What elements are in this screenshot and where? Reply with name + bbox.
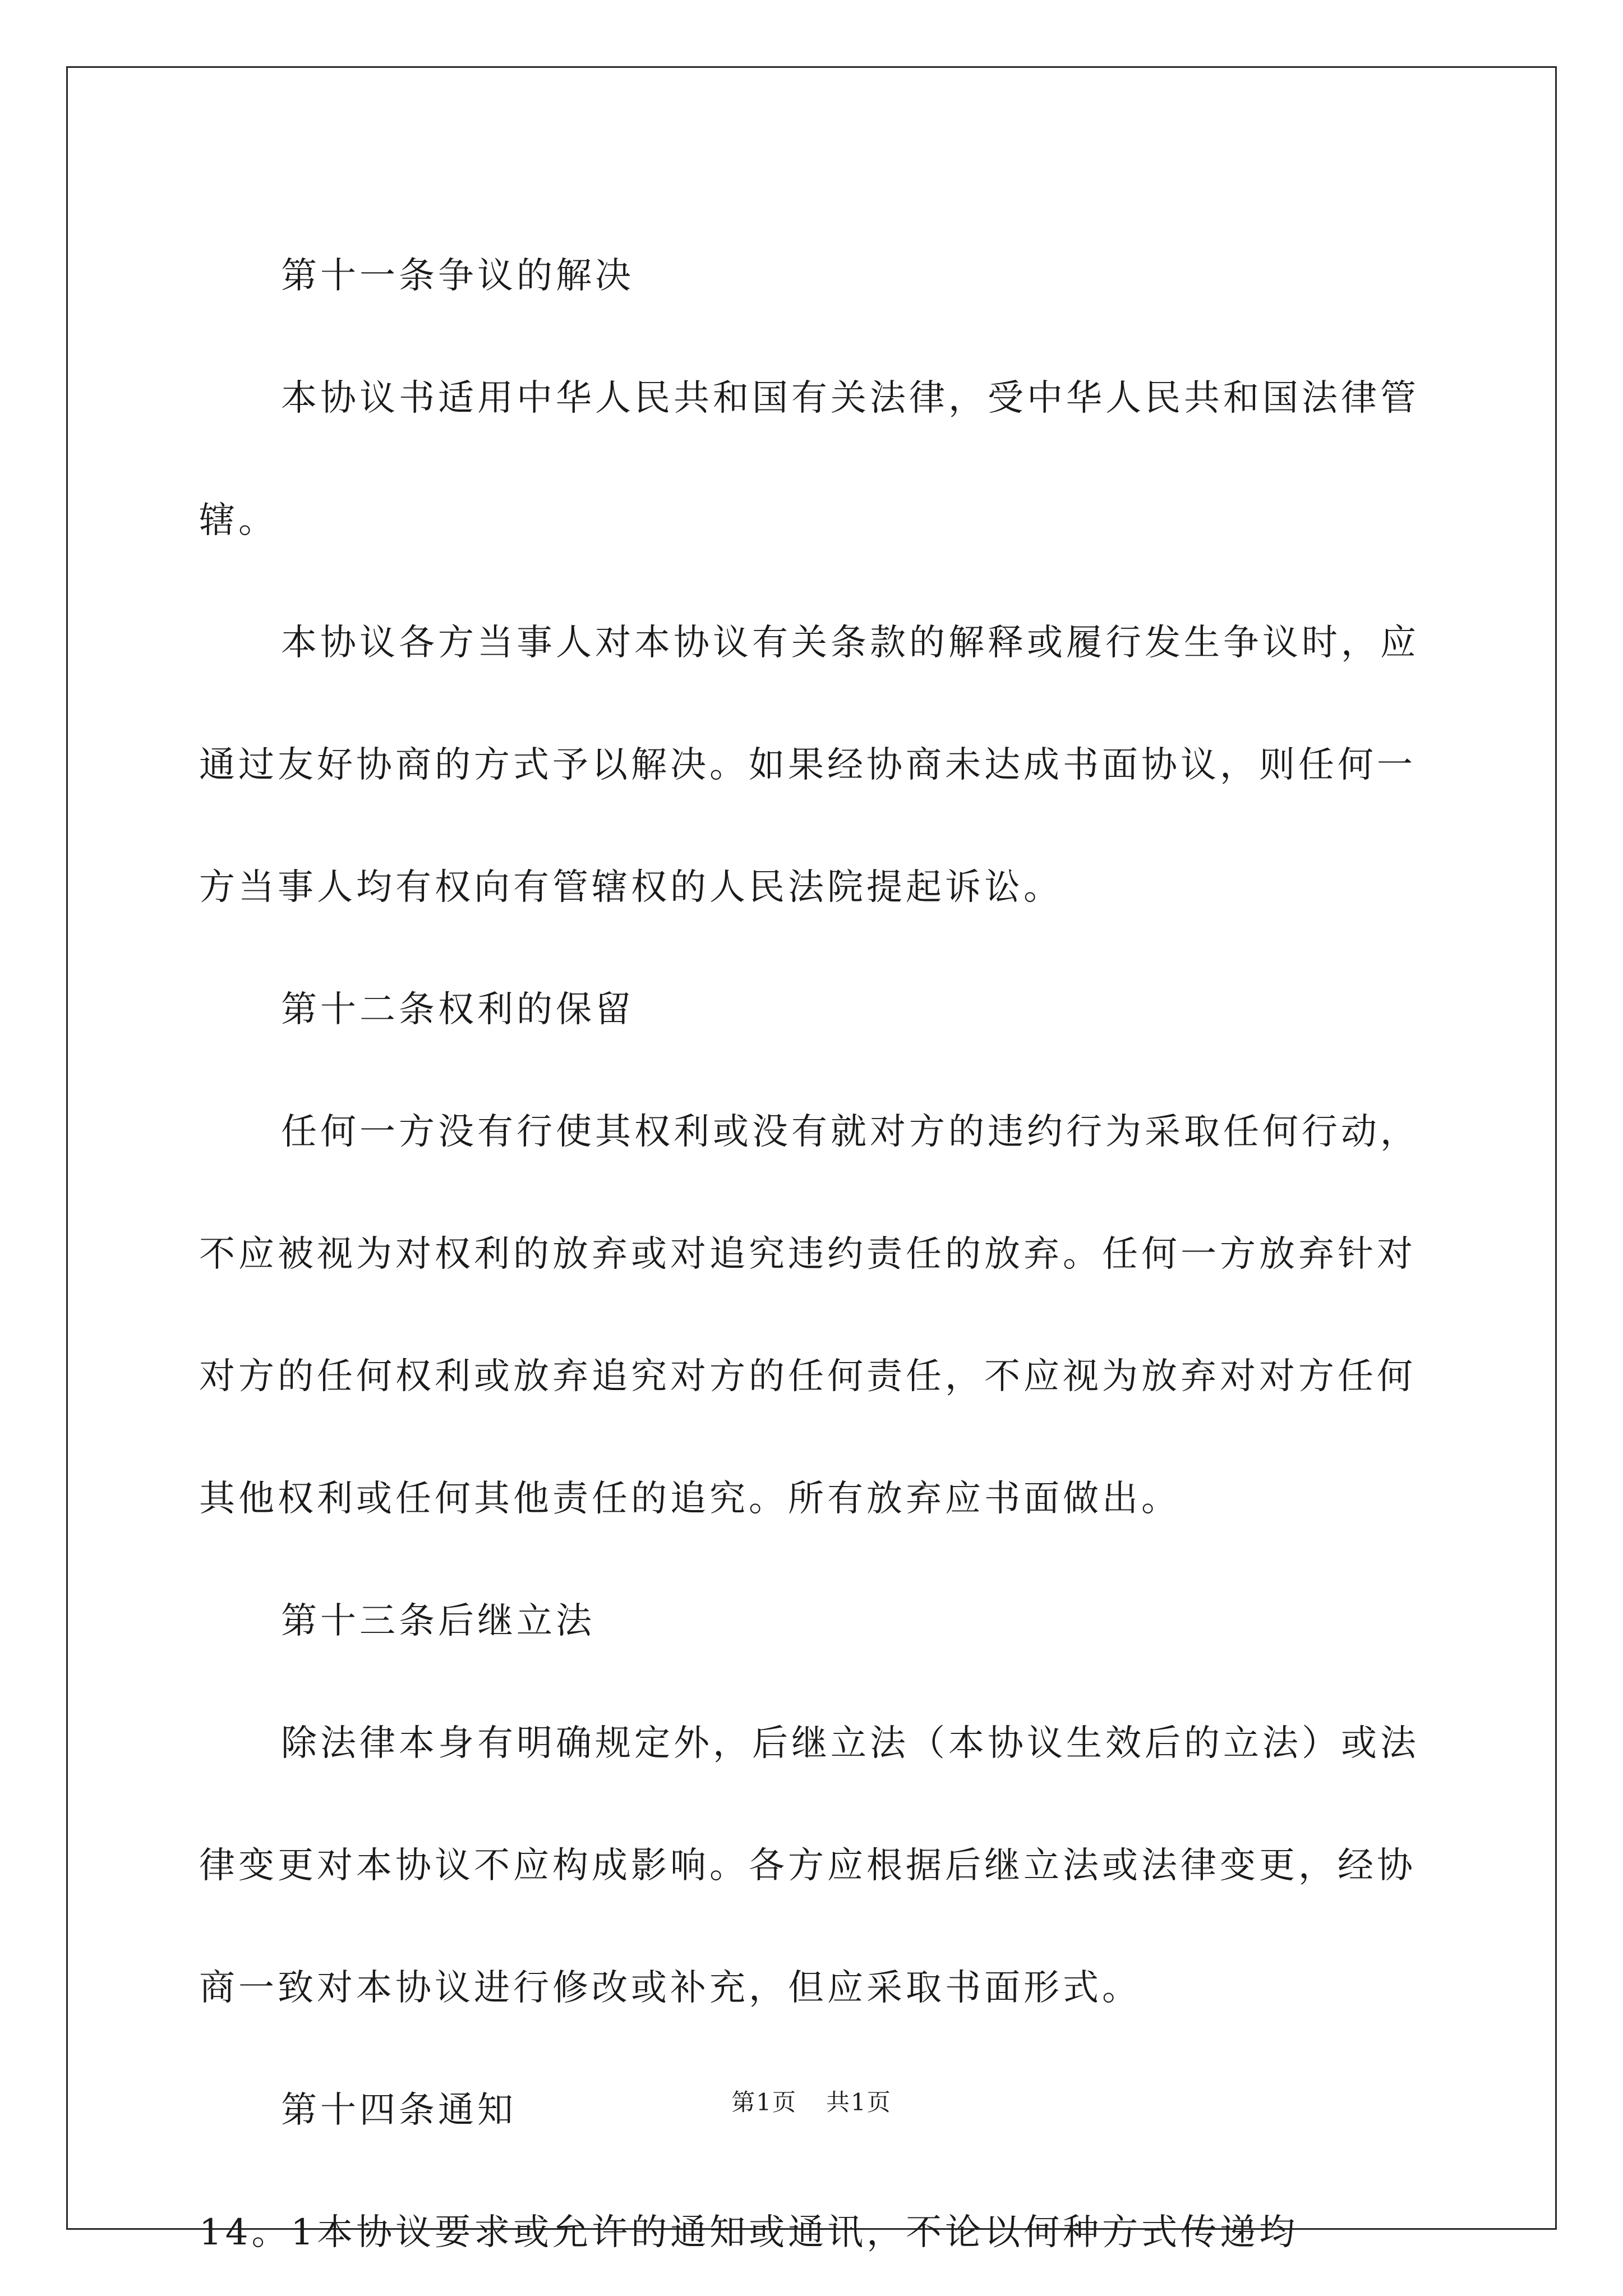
paragraph-subsequent-legislation: 除法律本身有明确规定外，后继立法（本协议生效后的立法）或法律变更对本协议不应构成影响。各方应根据后继立法或法律变更，经协商一致对本协议进行修改或补充，但应采取书面形式。 <box>199 1723 1419 2009</box>
page-footer <box>0 2086 1623 2119</box>
paragraph-governing-law: 本协议书适用中华人民共和国有关法律，受中华人民共和国法律管辖。 <box>199 378 1419 541</box>
document-body <box>199 215 1427 2294</box>
section-heading-14: 第十四条通知 <box>281 2090 517 2131</box>
section-heading-11: 第十一条争议的解决 <box>281 255 634 297</box>
paragraph-dispute-resolution: 本协议各方当事人对本协议有关条款的解释或履行发生争议时，应通过友好协商的方式予以解决。如果经协商未达成书面协议，则任何一方当事人均有权向有管辖权的人民法院提起诉讼。 <box>199 622 1419 908</box>
section-heading-13: 第十三条后继立法 <box>281 1600 595 1642</box>
paragraph-notice-14-1: 14。1本协议要求或允许的通知或通讯，不论以何种方式传递均 <box>199 2212 1299 2253</box>
page-number-total: 共1页 <box>826 2088 892 2116</box>
paragraph-rights-reservation: 任何一方没有行使其权利或没有就对方的违约行为采取任何行动，不应被视为对权利的放弃或对追究违约责任的放弃。任何一方放弃针对对方的任何权利或放弃追究对方的任何责任，不应视为放弃对对方任何其他权利或任何其他责任的追究。所有放弃应书面做出。 <box>199 1111 1419 1520</box>
page-number-current: 第1页 <box>731 2088 797 2116</box>
section-heading-12: 第十二条权利的保留 <box>281 989 634 1030</box>
